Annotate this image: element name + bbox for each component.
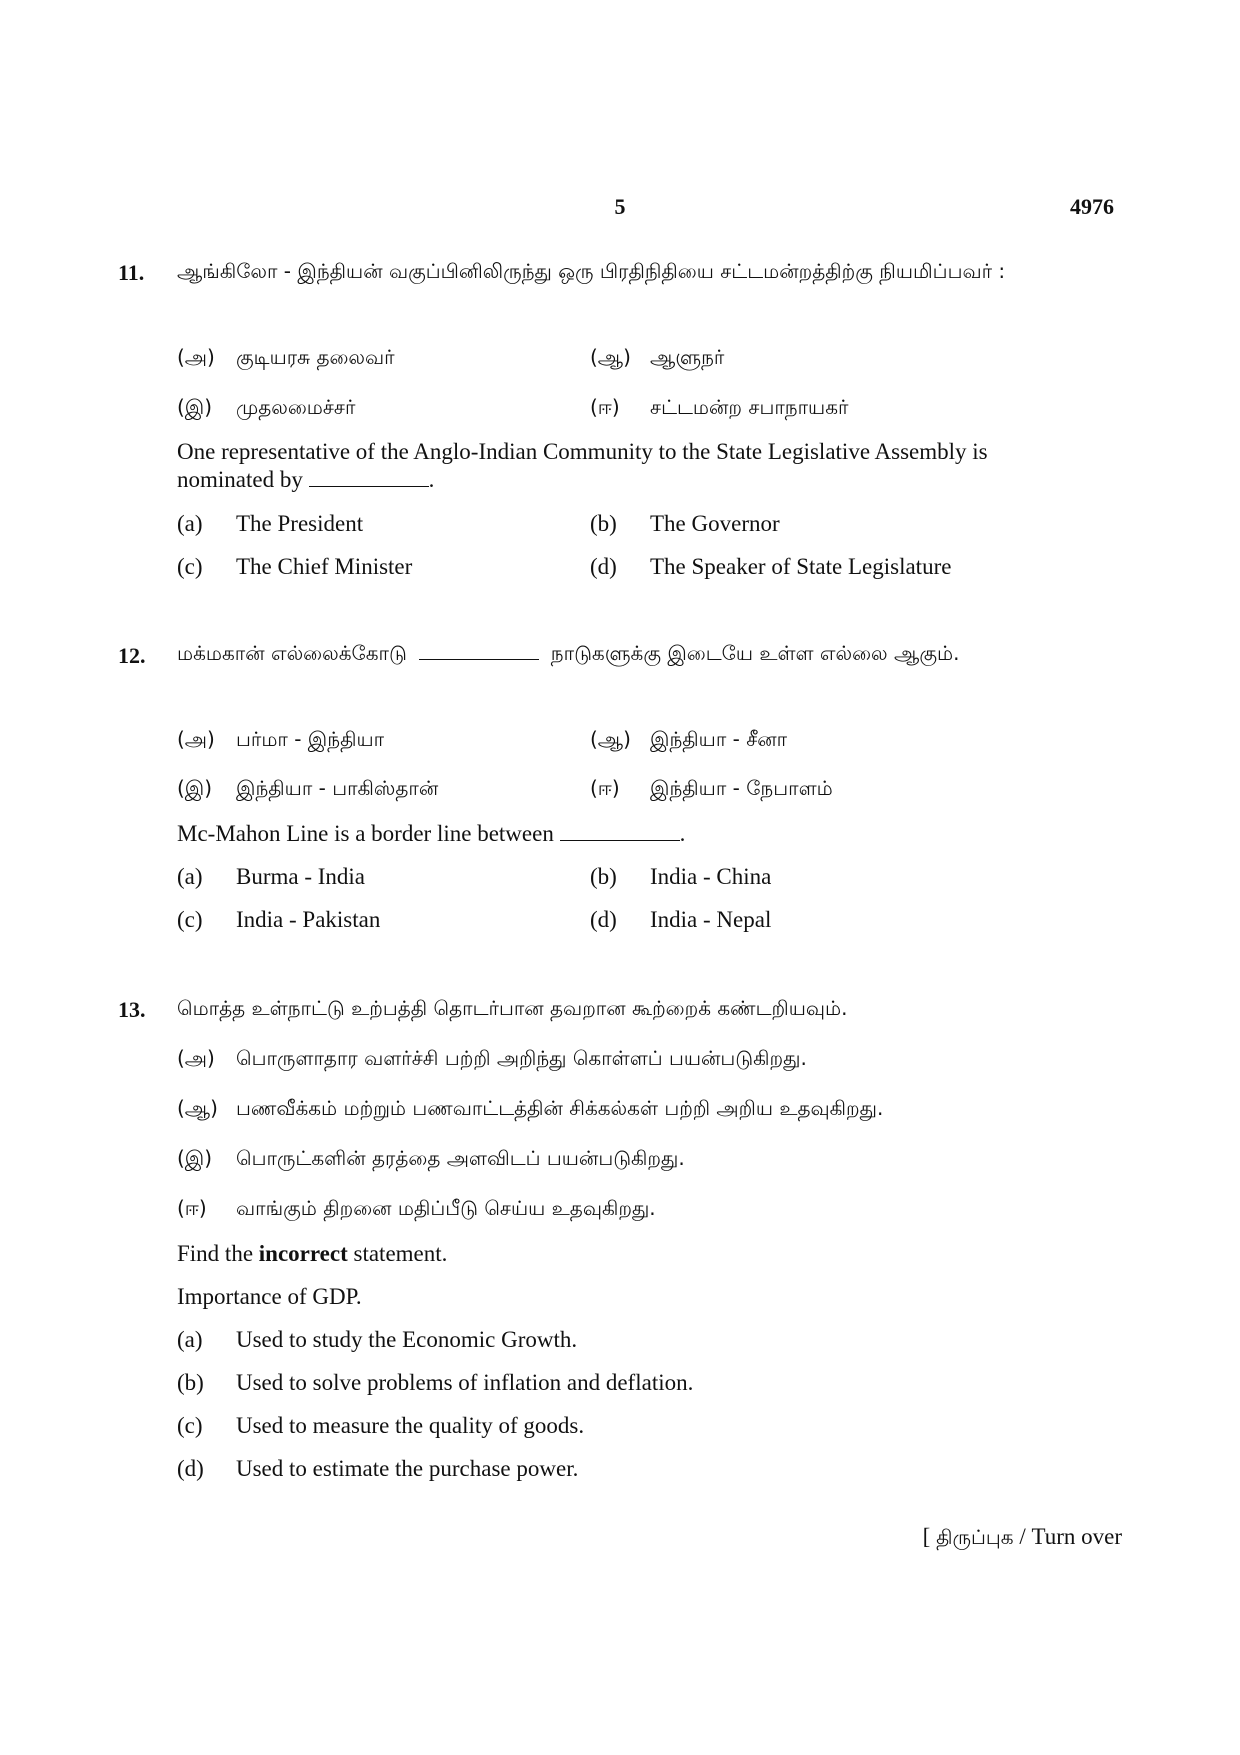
option-text: Used to measure the quality of goods. <box>236 1413 585 1438</box>
question-subtitle: Importance of GDP. <box>177 1284 362 1309</box>
option-label: (ஆ) <box>590 727 631 751</box>
option-label: (அ) <box>177 345 215 369</box>
paper-code: 4976 <box>1070 194 1114 219</box>
option-text: ஆளுநர் <box>650 345 725 369</box>
answer-blank <box>309 468 429 487</box>
stem-text: One representative of the Anglo-Indian Community to the State Legislative Assembly is nominated by <box>177 439 988 492</box>
option-text: Used to study the Economic Growth. <box>236 1327 578 1352</box>
turn-over-english: Turn over <box>1031 1524 1122 1549</box>
question-english-stem <box>177 438 1087 494</box>
option-label: (இ) <box>177 395 213 419</box>
option-text: The Chief Minister <box>236 554 413 579</box>
option-text: பொருட்களின் தரத்தை அளவிடப் பயன்படுகிறது. <box>236 1146 685 1170</box>
option-label: (இ) <box>177 776 213 800</box>
question-tamil-stem: மொத்த உள்நாட்டு உற்பத்தி தொடர்பான தவறான கூற்றைக் கண்டறியவும். <box>177 996 848 1020</box>
option-label: (c) <box>177 1413 203 1438</box>
option-label: (a) <box>177 1327 203 1352</box>
option-text: The Governor <box>650 511 780 536</box>
separator: / <box>1019 1524 1026 1549</box>
stem-text-end: statement. <box>353 1241 448 1266</box>
option-label: (ஈ) <box>590 395 620 419</box>
option-label: (ஆ) <box>177 1096 218 1120</box>
option-text: The Speaker of State Legislature <box>650 554 952 579</box>
option-label: (c) <box>177 554 203 579</box>
option-text: இந்தியா - சீனா <box>650 727 788 751</box>
question-english-stem <box>177 820 1077 848</box>
option-text: பணவீக்கம் மற்றும் பணவாட்டத்தின் சிக்கல்கள் பற்றி அறிய உதவுகிறது. <box>236 1096 884 1120</box>
stem-text: Mc-Mahon Line is a border line between <box>177 821 554 846</box>
question-number: 13. <box>118 997 146 1022</box>
stem-end: . <box>428 467 435 492</box>
answer-blank <box>560 822 680 841</box>
option-label: (d) <box>177 1456 204 1481</box>
emphasis-text: incorrect <box>258 1241 348 1266</box>
option-label: (b) <box>590 864 617 889</box>
option-text: குடியரசு தலைவர் <box>236 345 395 369</box>
option-label: (a) <box>177 864 203 889</box>
question-tamil-stem <box>177 638 1077 668</box>
option-text: பர்மா - இந்தியா <box>236 727 385 751</box>
stem-text: Find the <box>177 1241 254 1266</box>
turn-over-tamil: திருப்புக <box>936 1525 1014 1549</box>
option-text: India - Pakistan <box>236 907 381 932</box>
option-label: (a) <box>177 511 203 536</box>
option-label: (இ) <box>177 1146 213 1170</box>
option-text: India - Nepal <box>650 907 772 932</box>
option-label: (ஆ) <box>590 345 631 369</box>
option-label: (d) <box>590 554 617 579</box>
option-text: இந்தியா - நேபாளம் <box>650 776 833 800</box>
option-text: பொருளாதார வளர்ச்சி பற்றி அறிந்து கொள்ளப் பயன்படுகிறது. <box>236 1046 807 1070</box>
question-english-stem <box>177 1240 1077 1268</box>
option-label: (ஈ) <box>590 776 620 800</box>
option-text: India - China <box>650 864 772 889</box>
stem-end: . <box>679 821 686 846</box>
answer-blank <box>419 643 539 660</box>
option-text: முதலமைச்சர் <box>236 395 356 419</box>
option-label: (ஈ) <box>177 1196 207 1220</box>
question-number: 11. <box>118 260 145 285</box>
stem-text-end: நாடுகளுக்கு இடையே உள்ள எல்லை ஆகும். <box>550 641 960 665</box>
question-number: 12. <box>118 643 146 668</box>
bracket: [ <box>922 1524 931 1549</box>
option-text: Used to solve problems of inflation and deflation. <box>236 1370 694 1395</box>
option-text: Used to estimate the purchase power. <box>236 1456 579 1481</box>
turn-over-note <box>923 1524 1122 1552</box>
page-number: 5 <box>614 194 626 219</box>
option-text: இந்தியா - பாகிஸ்தான் <box>236 776 439 800</box>
option-label: (d) <box>590 907 617 932</box>
option-label: (b) <box>177 1370 204 1395</box>
option-text: Burma - India <box>236 864 366 889</box>
option-label: (c) <box>177 907 203 932</box>
stem-text: மக்மகான் எல்லைக்கோடு <box>177 641 407 665</box>
option-text: வாங்கும் திறனை மதிப்பீடு செய்ய உதவுகிறது. <box>236 1196 656 1220</box>
option-label: (அ) <box>177 1046 215 1070</box>
option-text: The President <box>236 511 364 536</box>
option-text: சட்டமன்ற சபாநாயகர் <box>650 395 849 419</box>
option-label: (b) <box>590 511 617 536</box>
option-label: (அ) <box>177 727 215 751</box>
question-tamil-stem: ஆங்கிலோ - இந்தியன் வகுப்பினிலிருந்து ஒரு பிரதிநிதியை சட்டமன்றத்திற்கு நியமிப்பவர் : <box>177 259 1006 283</box>
